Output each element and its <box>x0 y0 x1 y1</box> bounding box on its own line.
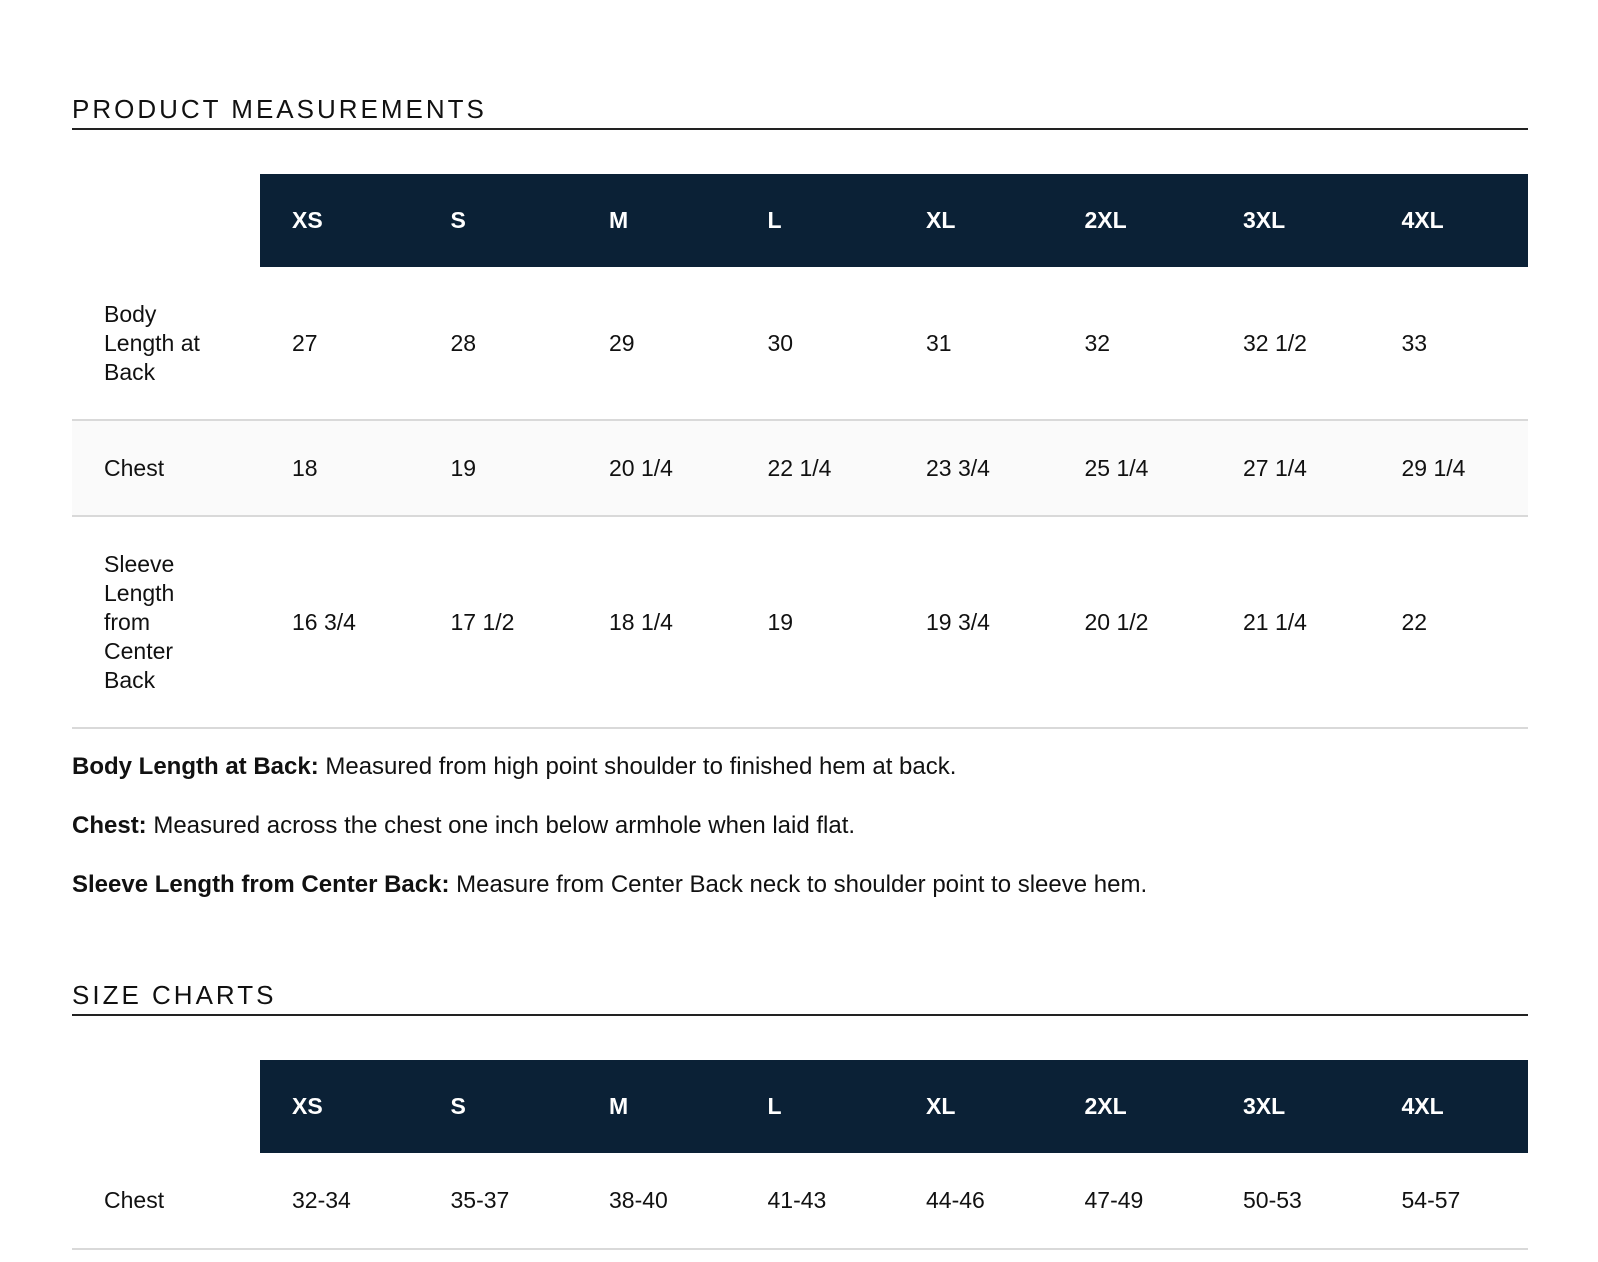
row-label: Body Length at Back <box>72 267 260 420</box>
table-row-chest <box>72 1153 1528 1249</box>
table-cell: 25 1/4 <box>1053 420 1212 516</box>
note-term: Chest: <box>72 812 147 839</box>
size-header-xs: XS <box>260 174 419 267</box>
table-cell: 31 <box>894 267 1053 420</box>
row-label: Sleeve Length from Center Back <box>72 516 260 728</box>
size-header-m: M <box>577 1060 736 1153</box>
table-cell: 32 1/2 <box>1211 267 1370 420</box>
note-term: Body Length at Back: <box>72 753 319 780</box>
note-chest <box>72 811 1528 841</box>
size-header-s: S <box>419 1060 578 1153</box>
table-row-body-length <box>72 267 1528 420</box>
size-header-l: L <box>736 174 895 267</box>
table-cell: 20 1/4 <box>577 420 736 516</box>
measurement-notes <box>72 752 1528 929</box>
note-sleeve-length <box>72 870 1528 900</box>
table-cell: 19 <box>419 420 578 516</box>
table-cell: 33 <box>1370 267 1529 420</box>
table-cell: 41-43 <box>736 1153 895 1249</box>
table-cell: 22 1/4 <box>736 420 895 516</box>
product-measurements-table <box>72 174 1528 729</box>
note-text: Measure from Center Back neck to shoulder point to sleeve hem. <box>449 871 1148 898</box>
size-header-4xl: 4XL <box>1370 1060 1529 1153</box>
table-cell: 54-57 <box>1370 1153 1529 1249</box>
table-cell: 50-53 <box>1211 1153 1370 1249</box>
table-cell: 18 1/4 <box>577 516 736 728</box>
product-measurements-title: PRODUCT MEASUREMENTS <box>72 94 1528 130</box>
table-cell: 21 1/4 <box>1211 516 1370 728</box>
table-cell: 20 1/2 <box>1053 516 1212 728</box>
size-header-2xl: 2XL <box>1053 1060 1212 1153</box>
table-cell: 28 <box>419 267 578 420</box>
table-cell: 22 <box>1370 516 1529 728</box>
size-header-xl: XL <box>894 1060 1053 1153</box>
table-header-row <box>72 1060 1528 1153</box>
table-cell: 32-34 <box>260 1153 419 1249</box>
table-cell: 29 1/4 <box>1370 420 1529 516</box>
header-corner <box>72 174 260 267</box>
table-cell: 18 <box>260 420 419 516</box>
table-cell: 19 3/4 <box>894 516 1053 728</box>
table-cell: 19 <box>736 516 895 728</box>
note-text: Measured from high point shoulder to finished hem at back. <box>318 753 957 780</box>
note-term: Sleeve Length from Center Back: <box>72 871 450 898</box>
note-text: Measured across the chest one inch below armhole when laid flat. <box>146 812 856 839</box>
size-charts-title: SIZE CHARTS <box>72 980 1528 1016</box>
table-cell: 27 <box>260 267 419 420</box>
table-cell: 38-40 <box>577 1153 736 1249</box>
table-cell: 27 1/4 <box>1211 420 1370 516</box>
size-header-4xl: 4XL <box>1370 174 1529 267</box>
table-cell: 29 <box>577 267 736 420</box>
header-corner <box>72 1060 260 1153</box>
table-row-chest <box>72 420 1528 516</box>
size-header-m: M <box>577 174 736 267</box>
size-header-3xl: 3XL <box>1211 1060 1370 1153</box>
table-cell: 17 1/2 <box>419 516 578 728</box>
size-header-2xl: 2XL <box>1053 174 1212 267</box>
size-header-s: S <box>419 174 578 267</box>
note-body-length <box>72 752 1528 782</box>
table-header-row <box>72 174 1528 267</box>
table-cell: 23 3/4 <box>894 420 1053 516</box>
row-label: Chest <box>72 1153 260 1249</box>
table-cell: 16 3/4 <box>260 516 419 728</box>
row-label: Chest <box>72 420 260 516</box>
table-row-sleeve-length <box>72 516 1528 728</box>
table-cell: 32 <box>1053 267 1212 420</box>
table-cell: 30 <box>736 267 895 420</box>
table-cell: 35-37 <box>419 1153 578 1249</box>
size-header-l: L <box>736 1060 895 1153</box>
size-chart-table <box>72 1060 1528 1250</box>
size-header-3xl: 3XL <box>1211 174 1370 267</box>
table-cell: 47-49 <box>1053 1153 1212 1249</box>
size-header-xl: XL <box>894 174 1053 267</box>
table-cell: 44-46 <box>894 1153 1053 1249</box>
size-header-xs: XS <box>260 1060 419 1153</box>
